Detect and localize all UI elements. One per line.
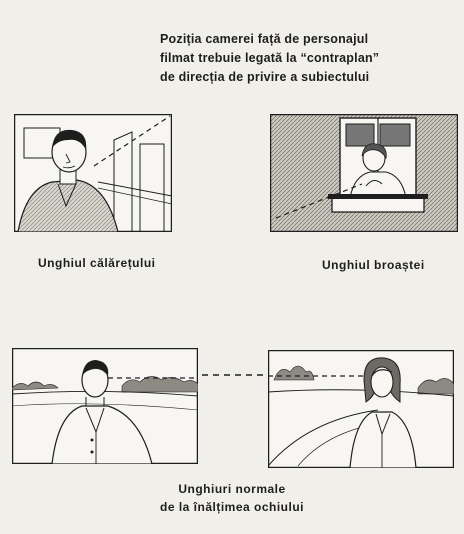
caption-frog-angle: Unghiul broaștei bbox=[322, 258, 425, 272]
illustration-rider-angle bbox=[14, 114, 172, 232]
intro-line-3: de direcția de privire a subiectului bbox=[160, 70, 370, 84]
intro-line-1: Poziția camerei față de personajul bbox=[160, 32, 369, 46]
illustration-frog-angle bbox=[270, 114, 458, 232]
intro-line-2: filmat trebuie legată la “contraplan” bbox=[160, 51, 380, 65]
illustration-eye-level-woman bbox=[268, 350, 454, 468]
intro-text bbox=[160, 30, 460, 87]
caption-rider-angle: Unghiul călărețului bbox=[38, 256, 156, 270]
caption-eye-level-line-1: Unghiuri normale bbox=[178, 482, 286, 496]
caption-eye-level bbox=[120, 480, 344, 516]
caption-eye-level-line-2: de la înălțimea ochiului bbox=[159, 500, 305, 514]
illustration-eye-level-man bbox=[12, 348, 198, 464]
sightline-connector bbox=[198, 370, 268, 380]
